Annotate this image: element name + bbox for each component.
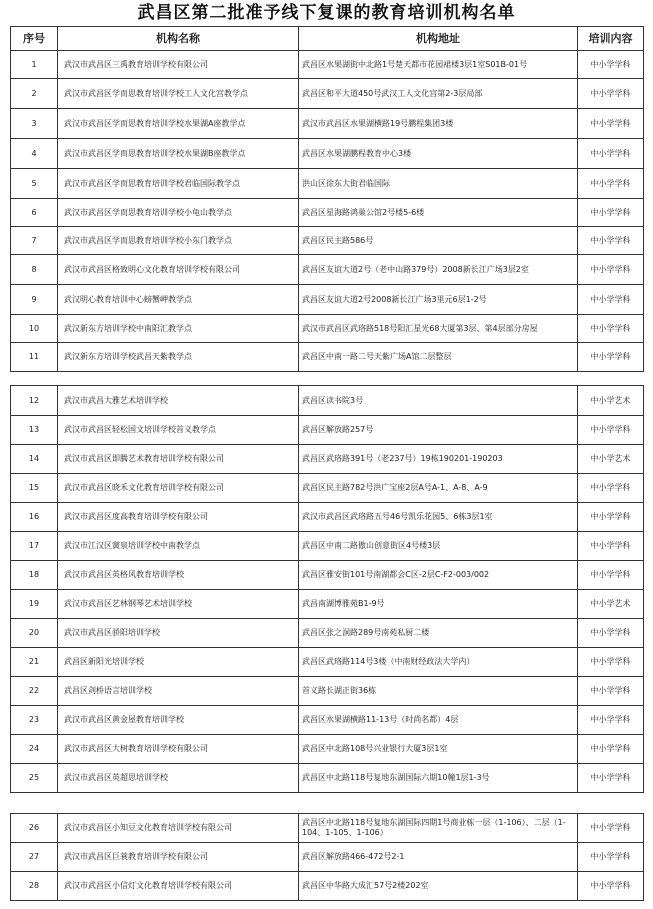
cell-type: 中小学学科 bbox=[578, 706, 644, 735]
table-row bbox=[11, 619, 644, 648]
cell-num: 9 bbox=[11, 285, 58, 315]
cell-type: 中小学艺术 bbox=[578, 445, 644, 474]
cell-num: 23 bbox=[11, 706, 58, 735]
table-part-2 bbox=[10, 385, 644, 793]
cell-num: 15 bbox=[11, 474, 58, 503]
cell-type: 中小学学科 bbox=[578, 79, 644, 109]
table-row bbox=[11, 227, 644, 255]
cell-addr: 武汉市武昌区武珞路五号46号凯乐花园5、6栋3层1室 bbox=[299, 503, 578, 532]
cell-type: 中小学学科 bbox=[578, 532, 644, 561]
cell-type: 中小学学科 bbox=[578, 843, 644, 872]
cell-type: 中小学学科 bbox=[578, 503, 644, 532]
table-row bbox=[11, 386, 644, 416]
cell-name: 武汉市武昌区小知豆文化教育培训学校有限公司 bbox=[58, 814, 299, 843]
cell-addr: 武昌区读书院3号 bbox=[299, 386, 578, 416]
cell-num: 7 bbox=[11, 227, 58, 255]
cell-type: 中小学学科 bbox=[578, 872, 644, 901]
cell-type: 中小学学科 bbox=[578, 474, 644, 503]
cell-name: 武汉市武昌区骄阳培训学校 bbox=[58, 619, 299, 648]
cell-num: 5 bbox=[11, 169, 58, 199]
cell-num: 28 bbox=[11, 872, 58, 901]
cell-type: 中小学学科 bbox=[578, 735, 644, 764]
cell-name: 武昌区新阳光培训学校 bbox=[58, 648, 299, 677]
cell-num: 10 bbox=[11, 315, 58, 343]
cell-name: 武昌区剑桥语言培训学校 bbox=[58, 677, 299, 706]
cell-num: 2 bbox=[11, 79, 58, 109]
table-row bbox=[11, 764, 644, 793]
header-type: 培训内容 bbox=[578, 27, 644, 51]
cell-addr: 武昌南湖博雅苑B1-9号 bbox=[299, 590, 578, 619]
cell-addr: 武昌区中北路108号兴业银行大厦3层1室 bbox=[299, 735, 578, 764]
cell-name: 武汉市武昌区黄金屋教育培训学校 bbox=[58, 706, 299, 735]
cell-name: 武汉市江汉区黉泉培训学校中南教学点 bbox=[58, 532, 299, 561]
cell-type: 中小学学科 bbox=[578, 814, 644, 843]
cell-num: 11 bbox=[11, 343, 58, 372]
cell-num: 4 bbox=[11, 139, 58, 169]
cell-name: 武汉市武昌区学而思教育培训学校水果湖B座教学点 bbox=[58, 139, 299, 169]
cell-addr: 武昌区水果湖鹏程教育中心3楼 bbox=[299, 139, 578, 169]
cell-name: 武汉市武昌区即腾艺术教育培训学校有限公司 bbox=[58, 445, 299, 474]
cell-type: 中小学学科 bbox=[578, 561, 644, 590]
page-title: 武昌区第二批准予线下复课的教育培训机构名单 bbox=[137, 3, 516, 23]
header-num: 序号 bbox=[11, 27, 58, 51]
table-part-3 bbox=[10, 813, 644, 901]
cell-addr: 武昌区和平大道450号武汉工人文化宫第2-3层局部 bbox=[299, 79, 578, 109]
cell-addr: 武昌区民主路782号洪广宝座2层A号A-1、A-8、A-9 bbox=[299, 474, 578, 503]
cell-addr: 武汉市武昌区水果湖横路19号鹏程集团3楼 bbox=[299, 109, 578, 139]
table-row bbox=[11, 315, 644, 343]
cell-addr: 武昌区中南二路傲山创意街区4号楼3层 bbox=[299, 532, 578, 561]
table-row bbox=[11, 416, 644, 445]
cell-addr: 武昌区张之洞路289号南苑私厨二楼 bbox=[299, 619, 578, 648]
table-row bbox=[11, 561, 644, 590]
cell-addr: 武汉市武昌区武珞路518号阳汇星光68大厦第3层、第4层部分房屋 bbox=[299, 315, 578, 343]
cell-name: 武汉市武昌区巨蓑教育培训学校有限公司 bbox=[58, 843, 299, 872]
table-row bbox=[11, 79, 644, 109]
table-row bbox=[11, 51, 644, 79]
cell-type: 中小学学科 bbox=[578, 343, 644, 372]
cell-addr: 武昌区武珞路114号3楼（中南财经政法大学内） bbox=[299, 648, 578, 677]
cell-name: 武汉市武昌区学而思教育培训学校工人文化宫教学点 bbox=[58, 79, 299, 109]
cell-type: 中小学学科 bbox=[578, 255, 644, 285]
table-row bbox=[11, 169, 644, 199]
cell-type: 中小学学科 bbox=[578, 51, 644, 79]
table-row bbox=[11, 445, 644, 474]
cell-addr: 武昌区民主路586号 bbox=[299, 227, 578, 255]
table-row bbox=[11, 843, 644, 872]
cell-type: 中小学学科 bbox=[578, 764, 644, 793]
table-row bbox=[11, 677, 644, 706]
cell-name: 武汉新东方培训学校武昌天紫教学点 bbox=[58, 343, 299, 372]
cell-addr: 武昌区星海路鸿巢公馆2号楼5-6楼 bbox=[299, 199, 578, 227]
cell-addr: 洪山区徐东大街君临国际 bbox=[299, 169, 578, 199]
cell-addr: 武昌区水果湖街中北路1号楚天都市花园裙楼3层1室S01B-01号 bbox=[299, 51, 578, 79]
table-row bbox=[11, 343, 644, 372]
cell-addr: 武昌区水果湖横路11-13号（时尚名都）4层 bbox=[299, 706, 578, 735]
cell-num: 1 bbox=[11, 51, 58, 79]
cell-name: 武汉市武昌区英超思培训学校 bbox=[58, 764, 299, 793]
cell-name: 武汉市武昌区三禹教育培训学校有限公司 bbox=[58, 51, 299, 79]
table-row bbox=[11, 199, 644, 227]
cell-addr: 武昌区雅安街101号南湖都会C区-2层C-F2-003/002 bbox=[299, 561, 578, 590]
cell-name: 武汉市武昌区度高教育培训学校有限公司 bbox=[58, 503, 299, 532]
cell-type: 中小学艺术 bbox=[578, 386, 644, 416]
cell-type: 中小学学科 bbox=[578, 169, 644, 199]
cell-type: 中小学学科 bbox=[578, 109, 644, 139]
cell-num: 8 bbox=[11, 255, 58, 285]
cell-name: 武汉市武昌区晓禾文化教育培训学校有限公司 bbox=[58, 474, 299, 503]
cell-num: 14 bbox=[11, 445, 58, 474]
cell-num: 24 bbox=[11, 735, 58, 764]
cell-name: 武汉市武昌区英格风教育培训学校 bbox=[58, 561, 299, 590]
cell-num: 21 bbox=[11, 648, 58, 677]
table-row bbox=[11, 648, 644, 677]
cell-num: 25 bbox=[11, 764, 58, 793]
cell-num: 20 bbox=[11, 619, 58, 648]
cell-name: 武汉明心教育培训中心螃蟹岬教学点 bbox=[58, 285, 299, 315]
cell-name: 武汉市武昌区学而思教育培训学校小东门教学点 bbox=[58, 227, 299, 255]
cell-name: 武汉市武昌大雅艺术培训学校 bbox=[58, 386, 299, 416]
header-name: 机构名称 bbox=[58, 27, 299, 51]
cell-type: 中小学学科 bbox=[578, 199, 644, 227]
cell-type: 中小学学科 bbox=[578, 285, 644, 315]
table-row bbox=[11, 735, 644, 764]
table-row bbox=[11, 503, 644, 532]
cell-type: 中小学艺术 bbox=[578, 590, 644, 619]
cell-name: 武汉市武昌区轻松国文培训学校首义教学点 bbox=[58, 416, 299, 445]
cell-num: 19 bbox=[11, 590, 58, 619]
table-row bbox=[11, 872, 644, 901]
cell-addr: 武昌区中北路118号复地东湖国际四期1号商业栋一层（1-106）、二层（1-104、1-105、1-106） bbox=[299, 814, 578, 843]
table-row bbox=[11, 532, 644, 561]
cell-addr: 武昌区友谊大道2号（老中山路379号）2008新长江广场3层2室 bbox=[299, 255, 578, 285]
cell-addr: 武昌区中华路大成汇57号2楼202室 bbox=[299, 872, 578, 901]
cell-num: 22 bbox=[11, 677, 58, 706]
table-row bbox=[11, 706, 644, 735]
cell-type: 中小学学科 bbox=[578, 227, 644, 255]
cell-name: 武汉市武昌区格致明心文化教育培训学校有限公司 bbox=[58, 255, 299, 285]
cell-addr: 武昌区友谊大道2号2008新长江广场3里元6层1-2号 bbox=[299, 285, 578, 315]
cell-name: 武汉市武昌区学而思教育培训学校水果湖A座教学点 bbox=[58, 109, 299, 139]
cell-num: 13 bbox=[11, 416, 58, 445]
table-row bbox=[11, 474, 644, 503]
table-header bbox=[11, 27, 644, 51]
cell-num: 12 bbox=[11, 386, 58, 416]
table-row bbox=[11, 255, 644, 285]
cell-name: 武汉市武昌区大树教育培训学校有限公司 bbox=[58, 735, 299, 764]
table-part-1 bbox=[10, 26, 644, 372]
cell-addr: 武昌区解放路466-472号2-1 bbox=[299, 843, 578, 872]
cell-addr: 首义路长湖正街36栋 bbox=[299, 677, 578, 706]
cell-type: 中小学学科 bbox=[578, 416, 644, 445]
cell-type: 中小学学科 bbox=[578, 648, 644, 677]
cell-name: 武汉新东方培训学校中南阳汇教学点 bbox=[58, 315, 299, 343]
cell-type: 中小学学科 bbox=[578, 315, 644, 343]
cell-name: 武汉市武昌区艺林钢琴艺术培训学校 bbox=[58, 590, 299, 619]
table-row bbox=[11, 590, 644, 619]
cell-addr: 武昌区中南一路二号天紫广场A馆二层整层 bbox=[299, 343, 578, 372]
table-row bbox=[11, 285, 644, 315]
cell-num: 6 bbox=[11, 199, 58, 227]
cell-num: 3 bbox=[11, 109, 58, 139]
cell-addr: 武昌区中北路118号复地东湖国际六期10幢1层1-3号 bbox=[299, 764, 578, 793]
cell-type: 中小学学科 bbox=[578, 139, 644, 169]
table-row bbox=[11, 109, 644, 139]
cell-name: 武汉市武昌区小信灯文化教育培训学校有限公司 bbox=[58, 872, 299, 901]
cell-addr: 武昌区武珞路391号（老237号）19栋190201-190203 bbox=[299, 445, 578, 474]
cell-name: 武汉市武昌区学而思教育培训学校君临国际教学点 bbox=[58, 169, 299, 199]
cell-name: 武汉市武昌区学而思教育培训学校小龟山教学点 bbox=[58, 199, 299, 227]
cell-type: 中小学学科 bbox=[578, 619, 644, 648]
table-row bbox=[11, 814, 644, 843]
cell-num: 26 bbox=[11, 814, 58, 843]
cell-addr: 武昌区解放路257号 bbox=[299, 416, 578, 445]
table-row bbox=[11, 139, 644, 169]
cell-type: 中小学学科 bbox=[578, 677, 644, 706]
cell-num: 16 bbox=[11, 503, 58, 532]
cell-num: 27 bbox=[11, 843, 58, 872]
cell-num: 17 bbox=[11, 532, 58, 561]
cell-num: 18 bbox=[11, 561, 58, 590]
header-addr: 机构地址 bbox=[299, 27, 578, 51]
